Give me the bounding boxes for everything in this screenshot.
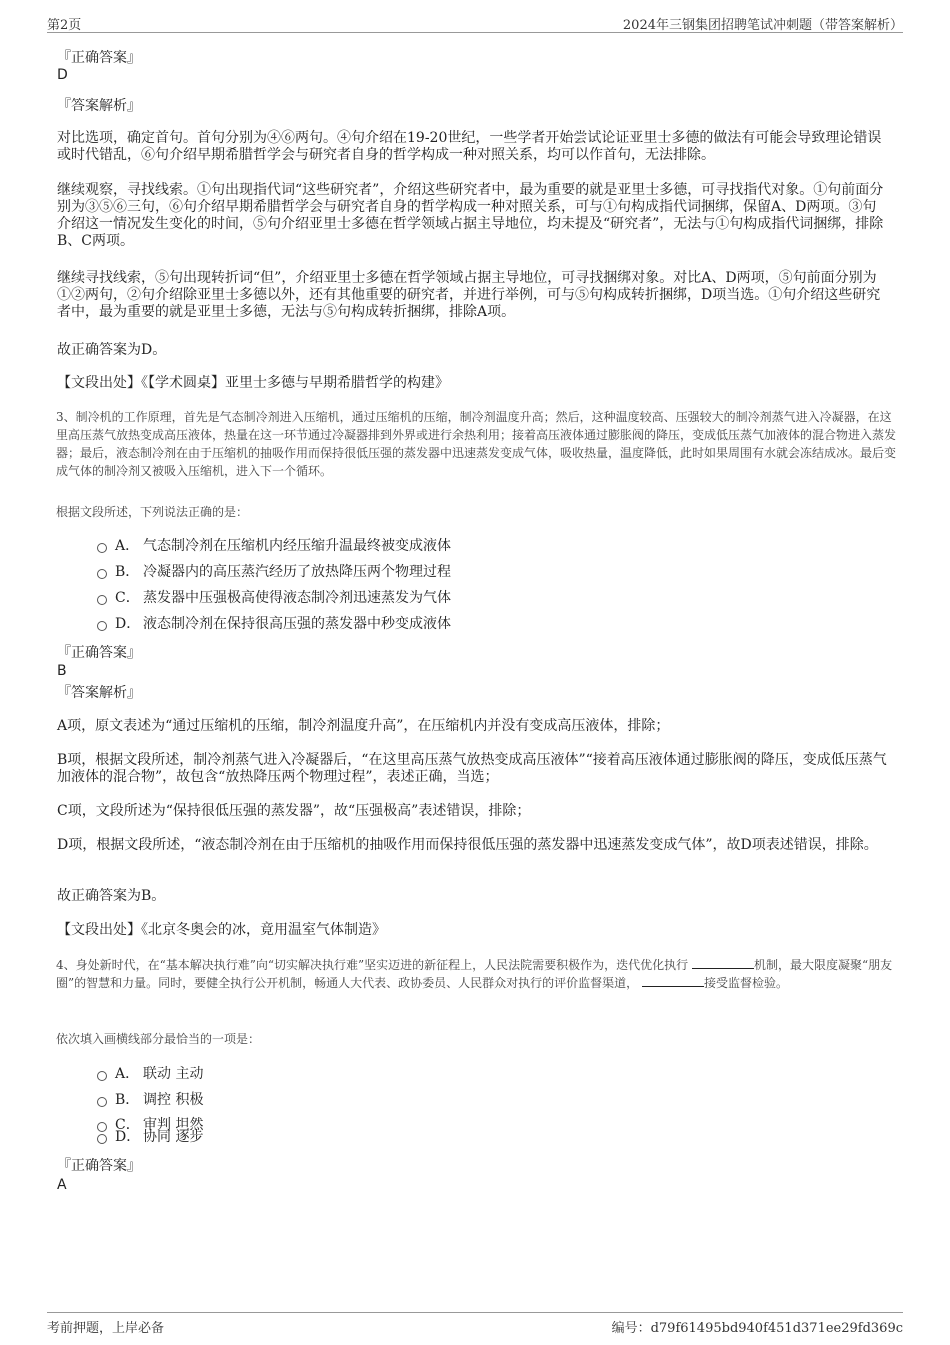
q3-analysis-c: C项，文段所述为“保持很低压强的蒸发器”，故“压强极高”表述错误，排除； [57,803,531,819]
page-footer [47,1312,903,1337]
radio-circle-icon[interactable] [97,543,107,553]
q2-answer-label: 『正确答案』 [57,50,141,66]
radio-circle-icon[interactable] [97,1097,107,1107]
fill-blank-2[interactable] [642,974,704,987]
q3-option-c[interactable]: C． 蒸发器中压强极高使得液态制冷剂迅速蒸发为气体 [97,590,451,607]
q3-answer: B [57,663,67,679]
q3-source: 【文段出处】《北京冬奥会的冰，竟用温室气体制造》 [57,922,386,938]
q2-analysis-paragraph-1: 对比选项，确定首句。首句分别为④⑥两句。④句介绍在19-20世纪，一些学者开始尝试论证亚里士多德的做法有可能会导致理论错误或时代错乱，⑥句介绍早期希腊哲学会与研究者自身的哲学构成一种对照关系，均可以作首句，无法排除。 [57,130,882,163]
q3-option-d[interactable]: D． 液态制冷剂在保持很高压强的蒸发器中秒变成液体 [97,616,451,633]
q4-stem: 4、身处新时代，在“基本解决执行难”向“切实解决执行难”坚实迈进的新征程上，人民法院需要积极作为，迭代优化执行 机制，最大限度凝聚“朋友圈”的智慧和力量。同时，要健全执行公开机制，畅通人大代表、政协委员、人民群众对执行的评价监督渠道， 接受监督检验。 [56,958,893,990]
radio-circle-icon[interactable] [97,1134,107,1144]
q2-conclusion: 故正确答案为D。 [57,342,167,358]
document-id: 编号：d79f61495bd940f451d371ee29fd369c [611,1321,903,1336]
q3-option-b[interactable]: B． 冷凝器内的高压蒸汽经历了放热降压两个物理过程 [97,564,451,581]
q3-answer-label: 『正确答案』 [57,645,141,661]
q3-analysis-b: B项，根据文段所述，制冷剂蒸气进入冷凝器后，“在这里高压蒸气放热变成高压液体”“接着高压液体通过膨胀阀的降压，变成低压蒸气加液体的混合物”，故包含“放热降压两个物理过程”，表述正确，当选； [57,752,887,785]
q4-option-c[interactable]: C． 审判 坦然 [97,1117,203,1134]
q2-analysis-paragraph-3: 继续寻找线索，⑤句出现转折词“但”，介绍亚里士多德在哲学领域占据主导地位，可寻找捆绑对象。对比A、D两项，⑤句前面分别为①②两句，②句介绍除亚里士多德以外，还有其他重要的研究者，并进行举例，可与⑤句构成转折捆绑，D项当选。①句介绍这些研究者中，最为重要的就是亚里士多德，无法与⑤句构成转折捆绑，排除A项。 [57,270,881,320]
q4-answer-label: 『正确答案』 [57,1158,141,1174]
radio-circle-icon[interactable] [97,569,107,579]
footer-slogan: 考前押题，上岸必备 [47,1321,165,1336]
document-title: 2024年三钢集团招聘笔试冲刺题（带答案解析） [622,18,903,33]
q4-option-d[interactable]: D． 协同 逐步 [97,1129,203,1146]
q4-answer: A [57,1177,67,1193]
fill-blank-1[interactable] [692,956,754,969]
q2-source: 【文段出处】《【学术圆桌】亚里士多德与早期希腊哲学的构建》 [57,375,449,391]
q3-option-a[interactable]: A． 气态制冷剂在压缩机内经压缩升温最终被变成液体 [97,538,451,555]
q4-option-a[interactable]: A． 联动 主动 [97,1066,203,1083]
radio-circle-icon[interactable] [97,1071,107,1081]
q2-answer: D [57,67,68,83]
q3-analysis-label: 『答案解析』 [57,685,141,701]
q4-option-b[interactable]: B． 调控 积极 [97,1092,203,1109]
q3-stem: 3、制冷机的工作原理，首先是气态制冷剂进入压缩机，通过压缩机的压缩，制冷剂温度升高；然后，这种温度较高、压强较大的制冷剂蒸气进入冷凝器，在这里高压蒸气放热变成高压液体，热量在这一环节通过冷凝器排到外界或进行余热利用；接着高压液体通过膨胀阀的降压，变成低压蒸气加液体的混合物进入蒸发器；最后，液态制冷剂在由于压缩机的抽吸作用而保持很低压强的蒸发器中迅速蒸发变成气体，吸收热量，温度降低，此时如果周围有水就会冻结成冰。最后变成气体的制冷剂又被吸入压缩机，进入下一个循环。 [56,410,897,478]
q3-conclusion: 故正确答案为B。 [57,888,166,904]
q4-question: 依次填入画横线部分最恰当的一项是： [56,1032,261,1046]
page-header [47,12,903,33]
q2-analysis-paragraph-2: 继续观察，寻找线索。①句出现指代词“这些研究者”，介绍这些研究者中，最为重要的就是亚里士多德，可寻找指代对象。①句前面分别为③⑤⑥三句，⑥句介绍早期希腊哲学会与研究者自身的哲学构成一种对照关系，可与①句构成指代词捆绑，保留A、D两项。③句介绍这一情况发生变化的时间，⑤句介绍亚里士多德在哲学领域占据主导地位，均未提及“研究者”，无法与①句构成指代词捆绑，排除B、C两项。 [57,182,884,249]
q3-analysis-a: A项，原文表述为“通过压缩机的压缩，制冷剂温度升高”，在压缩机内并没有变成高压液体，排除； [57,718,670,734]
page-number: 第2页 [47,18,82,33]
q2-analysis-label: 『答案解析』 [57,98,141,114]
q3-question: 根据文段所述，下列说法正确的是： [56,505,249,519]
radio-circle-icon[interactable] [97,595,107,605]
radio-circle-icon[interactable] [97,621,107,631]
q3-analysis-d: D项，根据文段所述，“液态制冷剂在由于压缩机的抽吸作用而保持很低压强的蒸发器中迅速蒸发变成气体”，故D项表述错误，排除。 [57,837,878,853]
